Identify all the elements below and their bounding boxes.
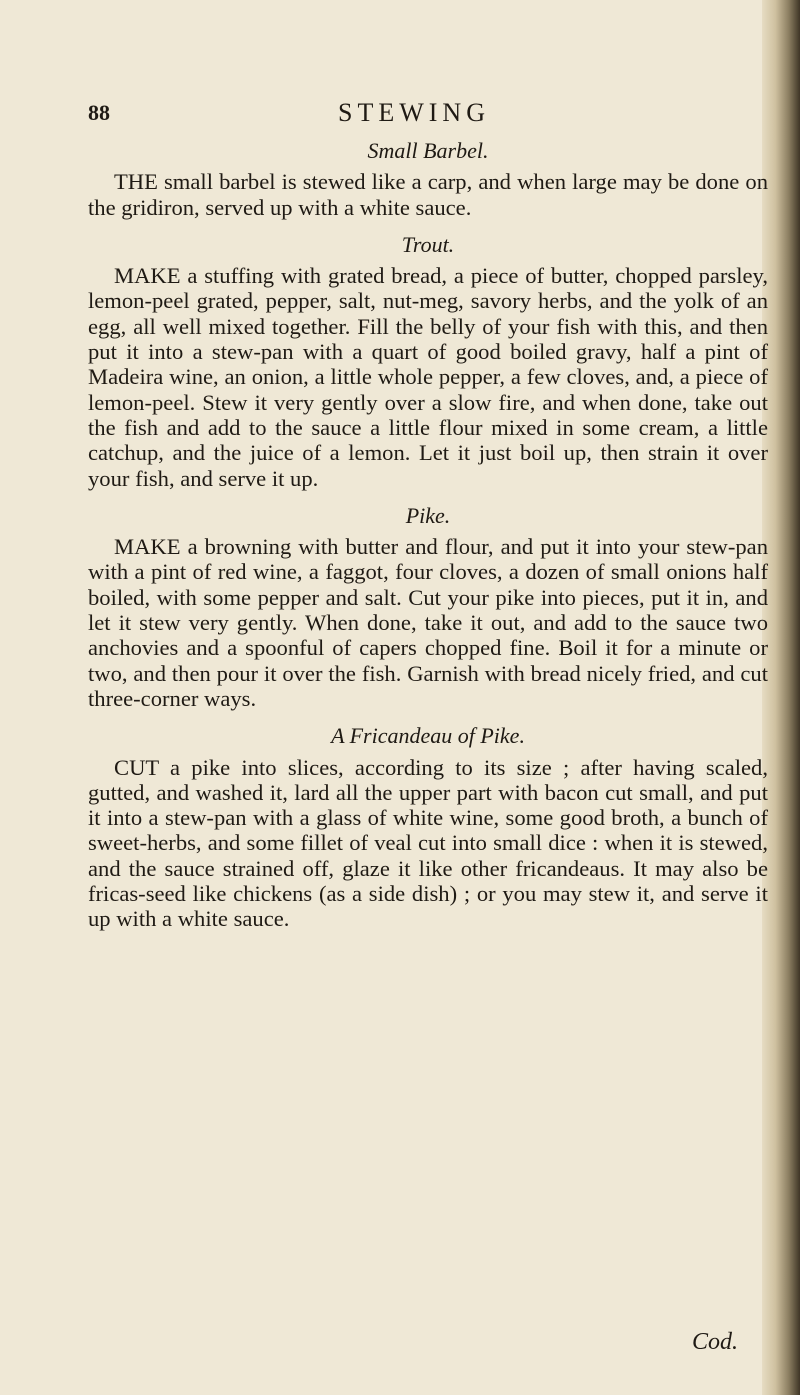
running-title: STEWING <box>338 98 490 127</box>
recipe-small-barbel <box>88 138 768 220</box>
page-number: 88 <box>88 100 110 125</box>
recipe-heading: Small Barbel. <box>367 138 489 163</box>
recipe-heading: Pike. <box>405 502 451 528</box>
recipe-text: MAKE a stuffing with grated bread, a piece of butter, chopped parsley, lemon-peel grated, pepper, salt, nut-meg, savory herbs, and the yolk of an egg, all well mixed together. Fill the belly of your fish with this, and then put it into a stew-pan with a quart of good boiled gravy, half a pint of Madeira wine, an onion, a little whole pepper, a few cloves, and, a piece of lemon-peel. Stew it very gently over a slow fire, and when done, take out the fish and add to the sauce a little flour mixed in some cream, a little catchup, and the juice of a lemon. Let it just boil up, then strain it over your fish, and serve it up. <box>88 263 768 491</box>
recipe-text: CUT a pike into slices, according to its size ; after having scaled, gutted, and washed it, lard all the upper part with bacon cut small, and put it into a stew-pan with a glass of white wine, some good broth, a bunch of sweet-herbs, and some fillet of veal cut into small dice : when it is stewed, and the sauce strained off, glaze it like other fricandeaus. It may also be fricas-seed like chickens (as a side dish) ; or you may stew it, and serve it up with a white sauce. <box>88 754 768 932</box>
recipe-pike <box>88 503 768 711</box>
recipe-text: THE small barbel is stewed like a carp, and when large may be done on the gridiron, served up with a white sauce. <box>88 169 768 220</box>
recipe-fricandeau-of-pike <box>88 723 768 931</box>
page-content <box>88 138 768 944</box>
page-header <box>88 100 768 132</box>
recipe-heading: Trout. <box>401 231 455 257</box>
recipe-heading: A Fricandeau of Pike. <box>331 723 525 749</box>
catchword: Cod. <box>692 1329 739 1355</box>
recipe-trout <box>88 232 768 491</box>
recipe-text: MAKE a browning with butter and flour, and put it into your stew-pan with a pint of red wine, a faggot, four cloves, a dozen of small onions half boiled, with some pepper and salt. Cut your pike into pieces, put it in, and let it stew very gently. When done, take it out, and add to the sauce two anchovies and a spoonful of capers chopped fine. Boil it for a minute or two, and then pour it over the fish. Garnish with bread nicely fried, and cut three-corner ways. <box>88 534 768 711</box>
